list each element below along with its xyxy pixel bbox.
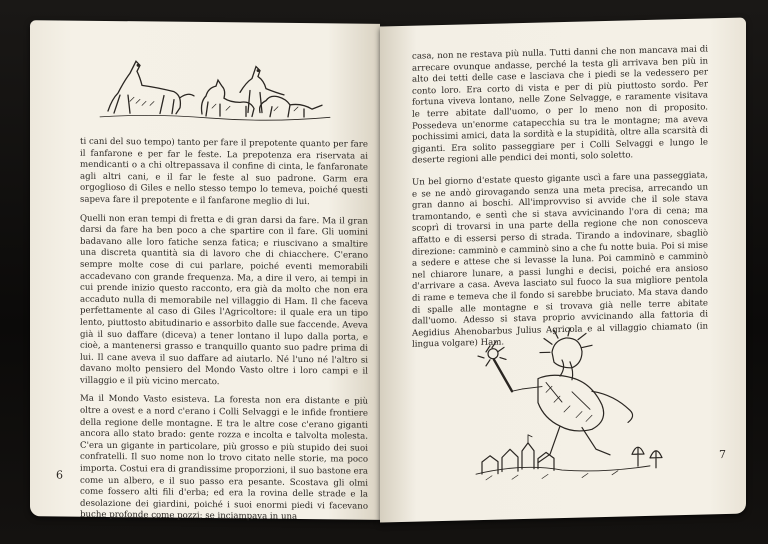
right-page <box>380 18 746 523</box>
left-page <box>30 20 380 523</box>
left-page-text <box>80 137 368 532</box>
page-number-left: 6 <box>56 468 63 482</box>
left-paragraph-2: Quelli non eran tempi di fretta e di gran darsi da fare. Ma il gran darsi da fare ha ben poco a che spartire con il fare. Gli uomini badavano alle loro fatiche senza fatica; e riuscivano a smaltire una discreta quantità sia di lavoro che di chiacchere. C'erano sempre molte cose di cui parlare, poiché eventi memorabili accadevano con grande frequenza. Ma, a dire il vero, ai tempi in cui prende inizio questo racconto, era già da molto che non era accaduto nulla di memorabile nel villaggio di Ham. Il che faceva perfettamente al caso di Giles l'Agricoltore: il quale era un tipo lento, piuttosto abitudinario e assorbito dalle sue faccende. Aveva già il suo daffare (diceva) a tener lontano il lupo dalla porta, e cioè, a mantenersi grasso e tranquillo quanto suo padre prima di lui. Il cane aveva il suo daffare ad aiutarlo. Né l'uno né l'altro si davano molto pensiero del Mondo Vasto oltre i loro campi e il villaggio e il più vicino mercato. <box>80 213 368 388</box>
left-paragraph-3: Ma il Mondo Vasto esisteva. La foresta non era distante e più oltre a ovest e a nord c'erano i Colli Selvaggi e le infide frontiere della regione delle montagne. E tra le altre cose c'erano giganti ancora allo stato brado: gente rozza e incolta e talvolta molesta. C'era un gigante in particolare, più grosso e più stupido dei suoi confratelli. Il suo nome non lo trovo citato nelle storie, ma poco importa. Costui era di grandissime proporzioni, il suo bastone era come un albero, e il suo passo era pesante. Scostava gli olmi come fossero alti fili d'erba; ed era la rovina delle strade e la desolazione dei giardini, poiché i suoi enormi piedi vi facevano buche profonde come pozzi; se inciampava in una <box>80 394 368 523</box>
right-paragraph-2: Un bel giorno d'estate questo gigante uscì a fare una passeggiata, e se ne andò girovagando senza una meta precisa, arrecando un gran danno ai boschi. All'improvviso si avvide che il sole stava tramontando, e sentì che si stava avvicinando l'ora di cena; ma scoprì di trovarsi in una parte della regione che non conosceva affatto e di essersi perso di strada. Tirando a indovinare, sbagliò direzione: camminò e camminò sino a che fu notte buia. Poi si mise a sedere e attese che si levasse la luna. Poi camminò e camminò nel chiarore lunare, a passi lunghi e decisi, poiché era ansioso d'arrivare a casa. Aveva lasciato sul fuoco la sua migliore pentola di rame e temeva che il fondo si sarebbe bruciato. Ma stava dando di spalle alle montagne e si trovava già nelle terre abitate dall'uomo. Adesso si stava proprio avvicinando alla fattoria di Aegidius Ahenobarbus Julius Agricola e al villaggio chiamato (in lingua volgare) Ham. <box>412 170 708 351</box>
right-paragraph-1: casa, non ne restava più nulla. Tutti danni che non mancava mai di arrecare ovunque andasse, perché la testa gli arrivava ben più in alto dei tetti delle case e lasciava che i piedi se la vedessero per conto loro. Era corto di vista e per di più piuttosto sordo. Per fortuna viveva lontano, nelle Zone Selvagge, e raramente visitava le terre abitate dall'uomo, o per lo meno non di proposito. Possedeva un'enorme catapecchia su tra le montagne; ma aveva pochissimi amici, data la sordità e la stupidità, oltre alla scarsità di giganti. Era solito passeggiare per i Colli Selvaggi e lungo le deserte regioni alle pendici dei monti, solo soletto. <box>412 44 708 167</box>
left-paragraph-1: ti cani del suo tempo) tanto per fare il prepotente quanto per fare il fanfarone e per far le feste. La prepotenza era riservata ai mendicanti o a chi oltrepassava il confine di cinta, le fanfaronate agli altri cani, e il far le feste al suo padrone. Garm era orgoglioso di Giles e nello stesso tempo lo temeva, poiché questi sapeva fare il prepotente e il fanfarone meglio di lui. <box>80 136 368 208</box>
open-book <box>30 22 746 522</box>
giant-illustration <box>442 319 682 495</box>
page-number-right: 7 <box>719 448 726 462</box>
right-page-text-top <box>412 44 708 174</box>
dogs-illustration <box>90 51 340 134</box>
